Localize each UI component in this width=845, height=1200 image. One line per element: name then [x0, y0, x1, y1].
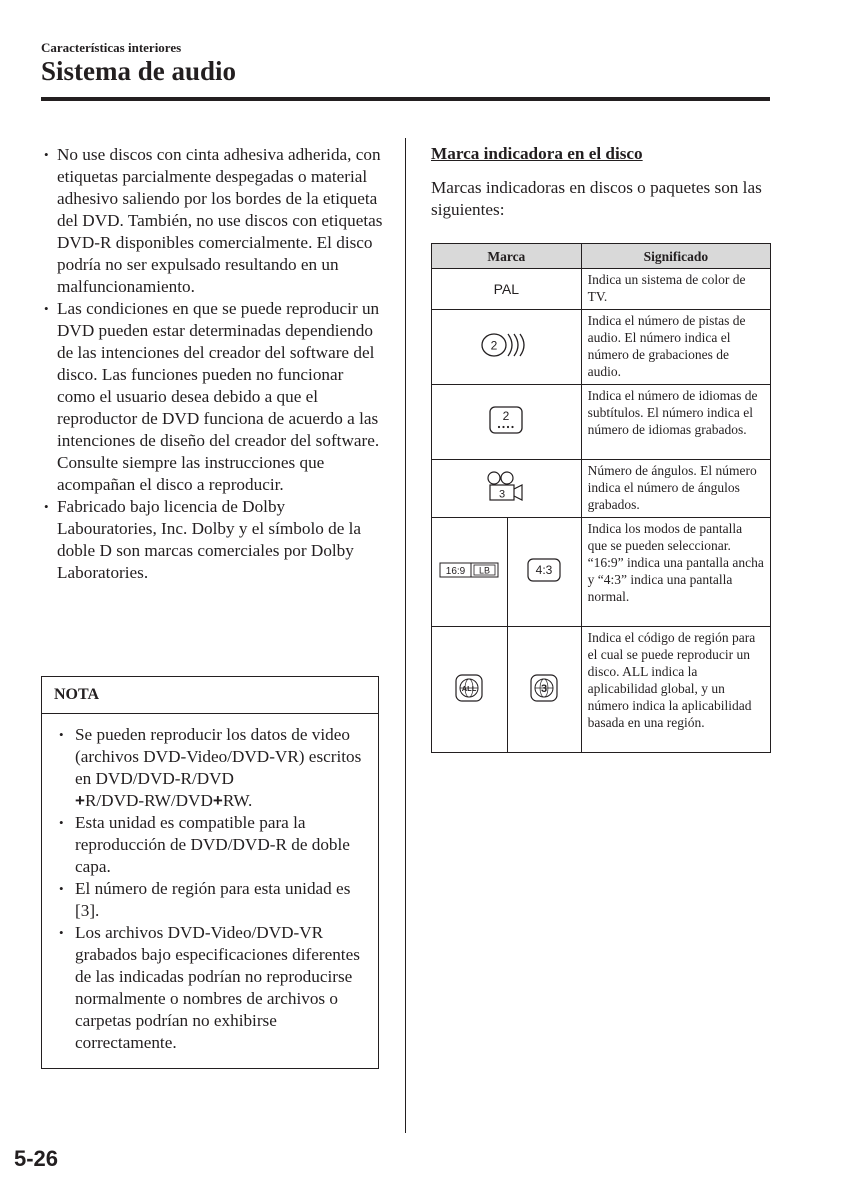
- header-significado: Significado: [581, 244, 770, 269]
- list-item: • No use discos con cinta adhesiva adherida, con etiquetas parcialmente despegadas o material adhesivo saliendo por los bordes de la etiqueta del DVD. También, no use discos con etiquetas DVD-R disponibles comercialmente. El disco podría no ser expulsado resultando en un malfuncionamiento.: [44, 144, 384, 298]
- angles-camera-icon: [486, 470, 526, 504]
- aspect-label: 4:3: [535, 563, 553, 577]
- nota-item-text: RW.: [222, 791, 253, 810]
- marks-table: [431, 243, 771, 753]
- widescreen-label: 16:9: [446, 566, 466, 577]
- letterbox-label: LB: [479, 565, 491, 576]
- region-all-globe-icon: [454, 673, 484, 703]
- nota-list: [58, 724, 376, 1054]
- meaning-cell: Número de ángulos. El número indica el número de ángulos grabados.: [581, 460, 770, 518]
- plus-sign: +: [212, 791, 223, 810]
- list-item: • El número de región para esta unidad es [3].: [58, 878, 376, 922]
- nota-heading: NOTA: [42, 677, 378, 714]
- meaning-cell: Indica el código de región para el cual se puede reproducir un disco. ALL indica la aplicabilidad global, y un número indica la aplicabilidad basada en una región.: [581, 627, 770, 753]
- mark-cell: [432, 518, 508, 627]
- audio-tracks-icon: [480, 330, 532, 360]
- list-item: • Esta unidad es compatible para la reproducción de DVD/DVD-R de doble capa.: [58, 812, 376, 878]
- table-header-row: [432, 244, 771, 269]
- page-title: Sistema de audio: [41, 56, 237, 86]
- aspect-4-3-icon: [526, 557, 562, 583]
- nota-box: [41, 676, 379, 1069]
- table-row: [432, 627, 771, 753]
- title-rule: [41, 97, 770, 101]
- subtitles-icon: [488, 405, 524, 435]
- nota-item-text: Se pueden reproducir los datos de video (archivos DVD-Video/DVD-VR) escritos en DVD/DVD-R/DVD: [75, 725, 362, 788]
- audio-tracks-number: 2: [490, 338, 498, 353]
- meaning-cell: Indica el número de idiomas de subtítulos. El número indica el número de idiomas grabados.: [581, 385, 770, 460]
- mark-cell: [432, 310, 582, 385]
- region-number-label: 3: [541, 682, 548, 695]
- region-all-label: ALL: [462, 683, 477, 693]
- list-item: • Las condiciones en que se puede reproducir un DVD pueden estar determinadas dependiendo de las intenciones del creador del software del disco. Las funciones pueden no funcionar como el usuario desea debido a que el reproductor de DVD funciona de acuerdo a las intenciones de diseño del creador del software. Consulte siempre las instrucciones que acompañan el disco a reproducir.: [44, 298, 384, 496]
- left-bullet-list: [44, 144, 384, 584]
- column-divider: [405, 138, 406, 1133]
- marks-intro: Marcas indicadoras en discos o paquetes son las siguientes:: [431, 178, 762, 219]
- plus-sign: +: [75, 791, 85, 810]
- meaning-cell: Indica un sistema de color de TV.: [581, 269, 770, 310]
- page-number: 5-26: [14, 1146, 59, 1171]
- list-item: • Fabricado bajo licencia de Dolby Labouratories, Inc. Dolby y el símbolo de la doble D son marcas comerciales por Dolby Laboratories.: [44, 496, 384, 584]
- table-row: [432, 310, 771, 385]
- meaning-cell: Indica los modos de pantalla que se pueden seleccionar. “16:9” indica una pantalla ancha y “4:3” indica una pantalla normal.: [581, 518, 770, 627]
- mark-cell: [507, 627, 581, 753]
- table-row: [432, 518, 771, 627]
- region-3-globe-icon: [529, 673, 559, 703]
- pal-mark: PAL: [493, 280, 520, 297]
- mark-cell: [432, 460, 582, 518]
- angles-number: 3: [499, 488, 506, 500]
- table-row: [432, 460, 771, 518]
- section-label: Características interiores: [41, 40, 182, 55]
- marks-heading: Marca indicadora en el disco: [431, 144, 643, 163]
- mark-cell: [432, 627, 508, 753]
- mark-cell: [432, 269, 582, 310]
- header-marca: Marca: [432, 244, 582, 269]
- mark-cell: [507, 518, 581, 627]
- table-row: [432, 385, 771, 460]
- mark-cell: [432, 385, 582, 460]
- subtitles-number: 2: [502, 409, 510, 423]
- meaning-cell: Indica el número de pistas de audio. El número indica el número de grabaciones de audio.: [581, 310, 770, 385]
- table-row: [432, 269, 771, 310]
- widescreen-letterbox-icon: [439, 561, 499, 579]
- list-item: [58, 724, 376, 812]
- list-item: • Los archivos DVD-Video/DVD-VR grabados bajo especificaciones diferentes de las indicadas podrían no reproducirse normalmente o nombres de archivos o carpetas podrían no exhibirse correctamente.: [58, 922, 376, 1054]
- nota-item-text: R/DVD-RW/DVD: [84, 791, 213, 810]
